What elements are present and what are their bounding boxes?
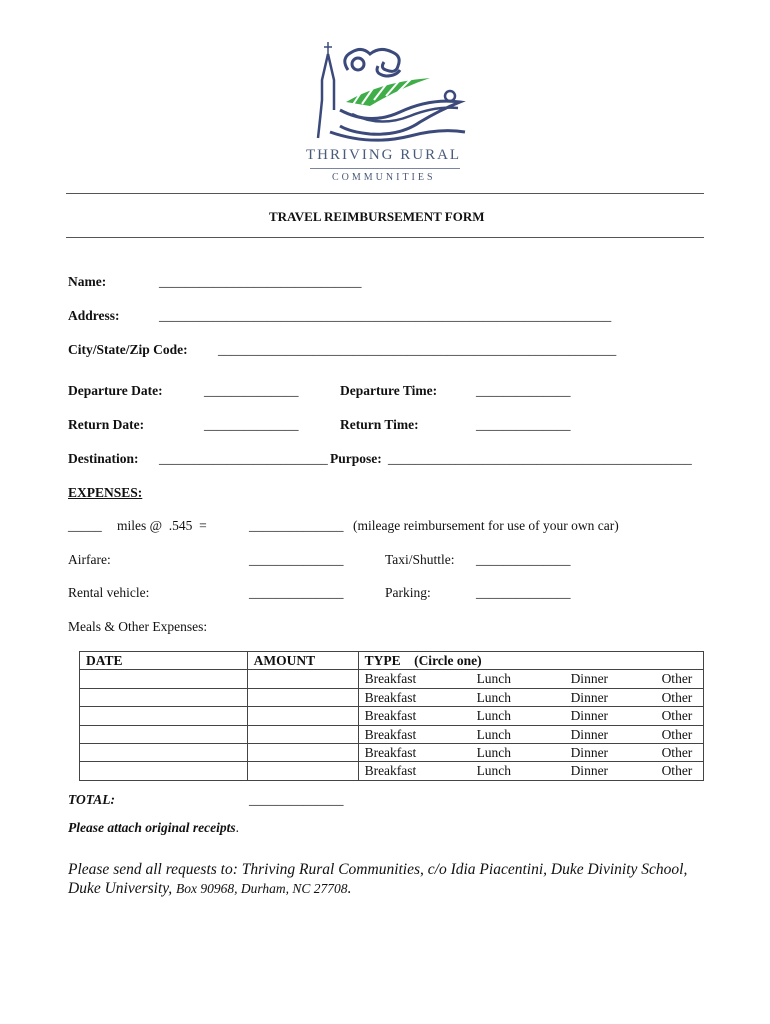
date-header: DATE: [80, 652, 248, 670]
meal-type-cell: [358, 743, 703, 761]
meal-date-cell[interactable]: [80, 762, 248, 780]
return-time-label: Return Time:: [340, 417, 419, 432]
meal-row: [80, 743, 704, 761]
meal-type-breakfast[interactable]: Breakfast: [364, 763, 417, 779]
return-date-field[interactable]: ______________: [204, 417, 299, 432]
parking-label: Parking:: [385, 585, 431, 600]
destination-label: Destination:: [68, 451, 139, 466]
meal-type-dinner[interactable]: Dinner: [570, 744, 609, 760]
meal-amount-cell[interactable]: [247, 762, 358, 780]
meal-date-cell[interactable]: [80, 725, 248, 743]
meal-date-cell[interactable]: [80, 670, 248, 688]
meal-row: [80, 707, 704, 725]
parking-field[interactable]: ______________: [476, 585, 571, 600]
departure-date-label: Departure Date:: [68, 383, 163, 398]
taxi-shuttle-field[interactable]: ______________: [476, 552, 571, 567]
city-state-zip-label: City/State/Zip Code:: [68, 342, 188, 357]
send-line-2-address: Box 90968, Durham, NC 27708: [176, 881, 348, 896]
meal-type-lunch[interactable]: Lunch: [476, 744, 512, 760]
name-label: Name:: [68, 274, 107, 289]
meal-type-lunch[interactable]: Lunch: [476, 689, 512, 705]
send-line-2-period: .: [347, 880, 352, 897]
meal-type-breakfast[interactable]: Breakfast: [364, 689, 417, 705]
meal-type-other[interactable]: Other: [661, 726, 693, 742]
meal-row: [80, 688, 704, 706]
departure-date-field[interactable]: ______________: [204, 383, 299, 398]
meal-type-dinner[interactable]: Dinner: [570, 671, 609, 687]
meal-type-other[interactable]: Other: [661, 689, 693, 705]
send-line-2: [68, 880, 351, 898]
city-state-zip-field[interactable]: ___________________________________________________________: [218, 342, 617, 357]
meal-type-lunch[interactable]: Lunch: [476, 708, 512, 724]
miles-field[interactable]: _____: [68, 518, 102, 533]
meal-type-cell: [358, 725, 703, 743]
meal-date-cell[interactable]: [80, 743, 248, 761]
thriving-rural-logo-icon: [300, 40, 480, 145]
logo: [300, 40, 480, 190]
miles-rate-text: miles @ .545 =: [117, 518, 207, 533]
airfare-label: Airfare:: [68, 552, 111, 567]
purpose-label: Purpose:: [330, 451, 382, 466]
address-label: Address:: [68, 308, 120, 323]
meal-type-cell: [358, 762, 703, 780]
meal-type-other[interactable]: Other: [661, 744, 693, 760]
meal-type-dinner[interactable]: Dinner: [570, 708, 609, 724]
meal-type-other[interactable]: Other: [661, 671, 693, 687]
rental-vehicle-field[interactable]: ______________: [249, 585, 344, 600]
top-rule: [66, 193, 704, 194]
meal-type-breakfast[interactable]: Breakfast: [364, 671, 417, 687]
receipts-note: [68, 820, 239, 836]
logo-subtitle: COMMUNITIES: [332, 172, 436, 183]
meal-type-cell: [358, 688, 703, 706]
departure-time-label: Departure Time:: [340, 383, 438, 398]
return-date-label: Return Date:: [68, 417, 145, 432]
meal-row: [80, 670, 704, 688]
meal-type-other[interactable]: Other: [661, 708, 693, 724]
meal-type-cell: [358, 670, 703, 688]
meal-date-cell[interactable]: [80, 688, 248, 706]
purpose-field[interactable]: _____________________________________________: [388, 451, 692, 466]
meal-type-breakfast[interactable]: Breakfast: [364, 726, 417, 742]
meal-type-breakfast[interactable]: Breakfast: [364, 744, 417, 760]
meal-type-other[interactable]: Other: [661, 763, 693, 779]
logo-title: THRIVING RURAL: [306, 147, 462, 163]
meal-row: [80, 725, 704, 743]
meal-type-cell: [358, 707, 703, 725]
send-line-2-university: Duke University,: [68, 880, 177, 897]
meal-amount-cell[interactable]: [247, 670, 358, 688]
form-title: TRAVEL REIMBURSEMENT FORM: [269, 209, 485, 224]
receipts-note-period: .: [235, 820, 239, 835]
return-time-field[interactable]: ______________: [476, 417, 571, 432]
meal-date-cell[interactable]: [80, 707, 248, 725]
meal-amount-cell[interactable]: [247, 688, 358, 706]
meals-table: [79, 651, 704, 781]
name-field[interactable]: ______________________________: [159, 274, 362, 289]
meal-type-dinner[interactable]: Dinner: [570, 689, 609, 705]
meal-type-dinner[interactable]: Dinner: [570, 763, 609, 779]
destination-field[interactable]: _________________________: [159, 451, 328, 466]
departure-time-field[interactable]: ______________: [476, 383, 571, 398]
address-field[interactable]: ___________________________________________________________________: [159, 308, 612, 323]
meal-type-lunch[interactable]: Lunch: [476, 763, 512, 779]
meal-amount-cell[interactable]: [247, 725, 358, 743]
rental-vehicle-label: Rental vehicle:: [68, 585, 150, 600]
send-line-1: Please send all requests to: Thriving Rural Communities, c/o Idia Piacentini, Duke Divinity School,: [68, 861, 688, 878]
meal-type-dinner[interactable]: Dinner: [570, 726, 609, 742]
mileage-amount-field[interactable]: ______________: [249, 518, 344, 533]
mileage-note: (mileage reimbursement for use of your own car): [353, 518, 619, 533]
meal-amount-cell[interactable]: [247, 707, 358, 725]
total-field[interactable]: ______________: [249, 792, 344, 807]
airfare-field[interactable]: ______________: [249, 552, 344, 567]
meal-amount-cell[interactable]: [247, 743, 358, 761]
logo-divider: [310, 168, 460, 169]
amount-header: AMOUNT: [247, 652, 358, 670]
meal-type-breakfast[interactable]: Breakfast: [364, 708, 417, 724]
total-label: TOTAL:: [68, 792, 115, 807]
type-header: TYPE (Circle one): [358, 652, 703, 670]
expenses-heading: EXPENSES:: [68, 485, 143, 500]
taxi-shuttle-label: Taxi/Shuttle:: [385, 552, 455, 567]
meals-table-header: [80, 652, 704, 670]
meals-label: Meals & Other Expenses:: [68, 619, 208, 634]
receipts-note-text: Please attach original receipts: [68, 820, 236, 835]
title-rule: [66, 237, 704, 238]
meal-type-lunch[interactable]: Lunch: [476, 671, 512, 687]
meal-row: [80, 762, 704, 780]
meal-type-lunch[interactable]: Lunch: [476, 726, 512, 742]
